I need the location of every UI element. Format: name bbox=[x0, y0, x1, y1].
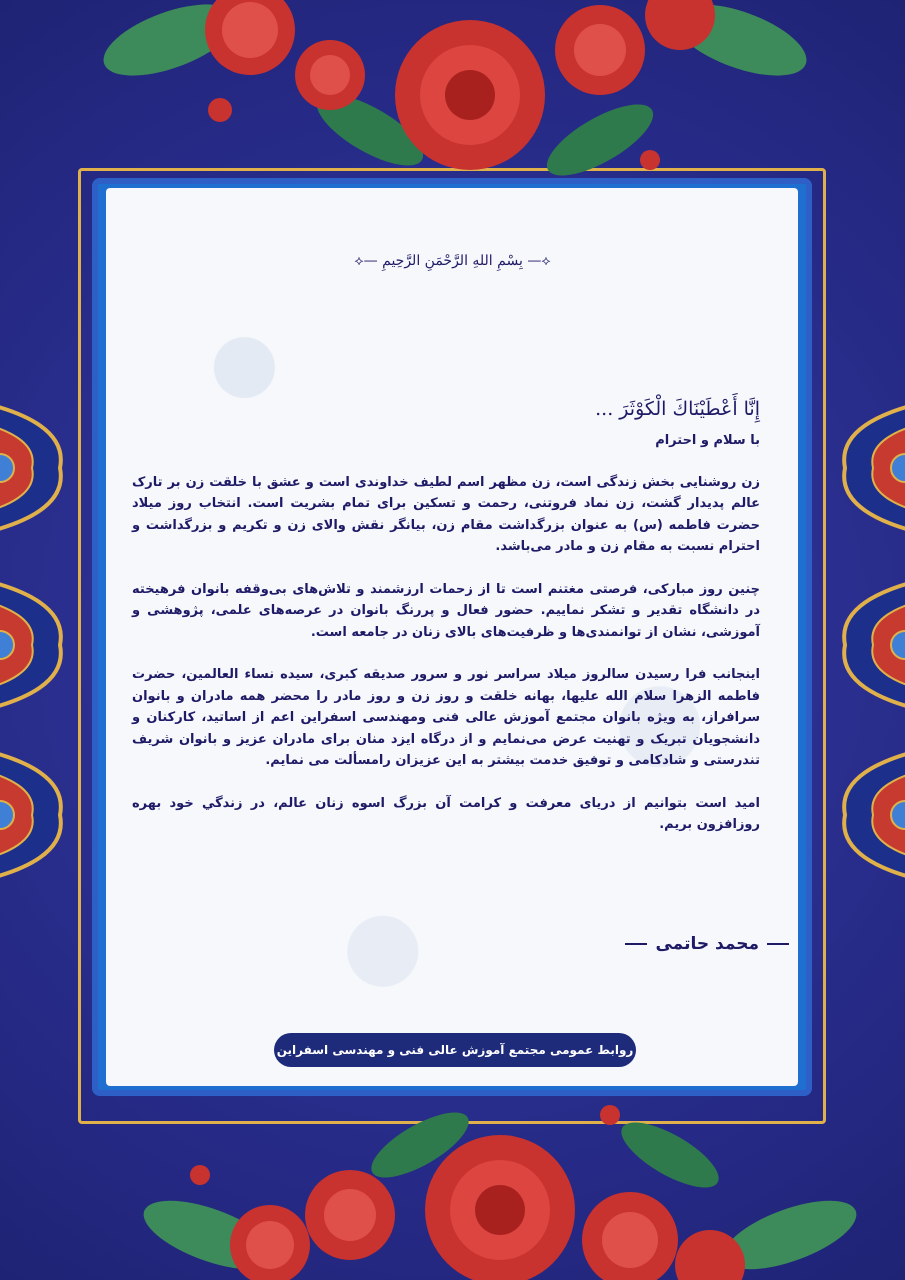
bismillah-heading bbox=[0, 253, 905, 269]
verse-text: إِنَّا أَعْطَيْنَاكَ الْكَوْثَرَ ... bbox=[595, 398, 760, 420]
signature-name: محمد حاتمی bbox=[655, 934, 759, 954]
paragraph-3: اینجانب فرا رسیدن سالروز میلاد سراسر نور و سرور صدیقه کبری، سیده نساء العالمین، حضرت فاطمه الزهرا سلام الله علیها، بهانه خلقت و روز زن و روز مادر را محضر همه مادران و بانوان سرافراز، به ویژه بانوان مجتمع آموزش عالی فنی ومهندسی اسفراین اعم از اساتید، کارکنان و دانشجویان تبریک و تهنیت عرض می‌نمایم و از درگاه ایزد منان برای مادران عزیز و بانوان شریف تندرستی و شادکامی و توفیق خدمت بیشتر به این عزیزان رامسألت می نمایم. bbox=[132, 667, 760, 768]
bismillah-text: بِسْمِ اللهِ الرَّحْمَنِ الرَّحِيمِ bbox=[382, 253, 523, 269]
signature-line-icon bbox=[767, 943, 789, 945]
signature-line-icon bbox=[625, 943, 647, 945]
paragraph-4: امید است بتوانیم از دریای معرفت و کرامت آن بزرگ اسوه زنان عالم، در زندگي خود بهره روزافزون بریم. bbox=[132, 795, 760, 832]
ornament-dash-icon: —⟡ bbox=[527, 253, 551, 269]
right-ornament-bottom bbox=[835, 745, 905, 885]
right-ornament-middle bbox=[835, 575, 905, 715]
ornament-dash-icon: ⟡— bbox=[354, 253, 378, 269]
roses-bottom-decoration bbox=[90, 1095, 890, 1280]
letter-body bbox=[132, 396, 760, 857]
footer-badge: روابط عمومی مجتمع آموزش عالی فنی و مهندسی اسفراین bbox=[274, 1033, 636, 1067]
signature-block bbox=[625, 934, 789, 954]
paragraph-2: چنین روز مبارکی، فرصتی مغتنم است تا از زحمات ارزشمند و تلاش‌های بی‌وقفه بانوان فرهیخته در دانشگاه تقدیر و تشکر نماییم. حضور فعال و پررنگ بانوان در عرصه‌های علمی، پژوهشی و آموزشی، نشان از توانمندی‌ها و ظرفیت‌های بالای زنان در جامعه است. bbox=[132, 581, 760, 640]
left-ornament-bottom bbox=[0, 745, 70, 885]
greeting-text: با سلام و احترام bbox=[655, 433, 760, 448]
left-ornament-middle bbox=[0, 575, 70, 715]
right-ornament-top bbox=[835, 398, 905, 538]
paragraph-1: زن روشنایی بخش زندگی است، زن مظهر اسم لطیف خداوندی است و عشق با خلقت زن بر تارک عالم پدیدار گشت، زن نماد فروتنی، رحمت و تسکین برای تمام بشریت است. انتخاب روز میلاد حضرت فاطمه (س) به عنوان بزرگداشت مقام زن، بیانگر نقش والای زن و تکریم و بزرگداشت و احترام نسبت به مقام زن و مادر می‌باشد. bbox=[132, 474, 760, 554]
roses-top-decoration bbox=[40, 0, 860, 210]
left-ornament-top bbox=[0, 398, 70, 538]
